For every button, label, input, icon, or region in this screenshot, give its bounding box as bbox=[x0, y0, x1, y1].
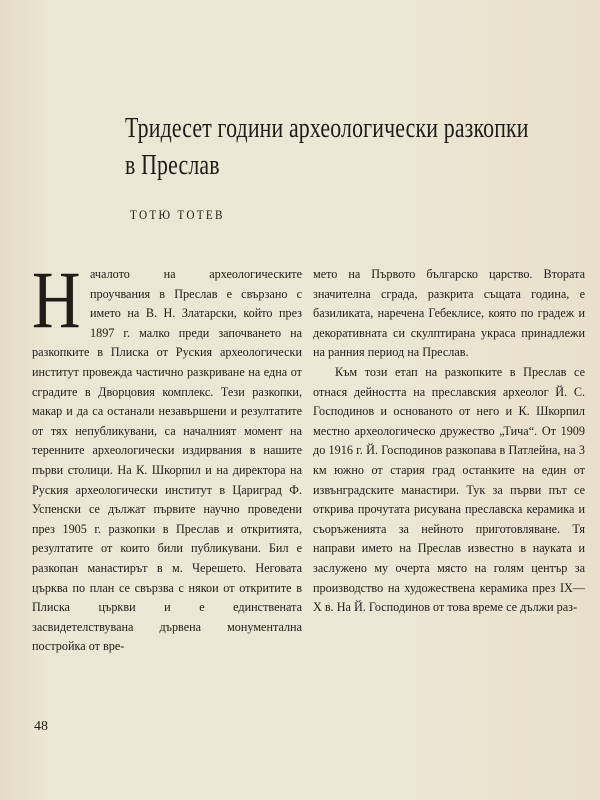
paragraph-left-text: ачалото на археологическите проучвания в Преслав е свързано с името на В. Н. Златарски, който през 1897 г. малко преди започването на разкопките в Плиска от Руския археологически институт провежда частично разкриване на една от сградите в Дворцовия комплекс. Тези разкопки, макар и да са останали незавършени и резултатите от тях непубликувани, са началният момент на теренните археологически издирвания в нашите първи столици. На К. Шкорпил и на директора на Руския археологически институт в Цариград Ф. Успенски се дължат първите научно проведени през 1905 г. разкопки в Преслав и откритията, резултатите от които били публикувани. Бил е разкопан манастирът в м. Черешето. Неговата църква по план се свързва с някои от откритите в Плиска църкви и е единствената засвидетелствувана дървена монументална постройка от вре- bbox=[32, 267, 302, 654]
title-line-2: в Преслав bbox=[125, 150, 220, 181]
article-author: ТОТЮ ТОТЕВ bbox=[130, 208, 225, 222]
drop-cap: Н bbox=[32, 254, 81, 345]
paragraph-left bbox=[32, 254, 302, 657]
page-number: 48 bbox=[34, 719, 48, 734]
title-line-1: Тридесет години археологически разкопки bbox=[125, 113, 529, 144]
paragraph-right-1: мето на Първото българско царство. Втората значителна сграда, разкрита същата година, е базиликата, наречена Гебеклисе, която по градеж и декоративната си скулптирана украса принадлежи на ранния период на Преслав. bbox=[313, 267, 585, 360]
text-column-left bbox=[32, 254, 302, 657]
paragraph-right-2: Към този етап на разкопките в Преслав се отнася дейността на преславския археолог Й. С. Господинов и основаното от него и К. Шкорпил местно археологическо дружество „Тича“. От 1909 до 1916 г. Й. Господинов разкопава в Патлейна, на 3 км южно от стария град останките на един от извънградските манастири. Тук за първи път се открива прочутата рисувана преславска керамика и съоръженията за нейното приготовляване. Тя направи името на Преслав известно в науката и заслужено му очерта място на голям център за производство на художествена керамика през IX—X в. На Й. Господинов от това време се дължи раз- bbox=[313, 364, 585, 615]
article-title bbox=[125, 110, 529, 184]
text-column-right bbox=[313, 265, 585, 618]
